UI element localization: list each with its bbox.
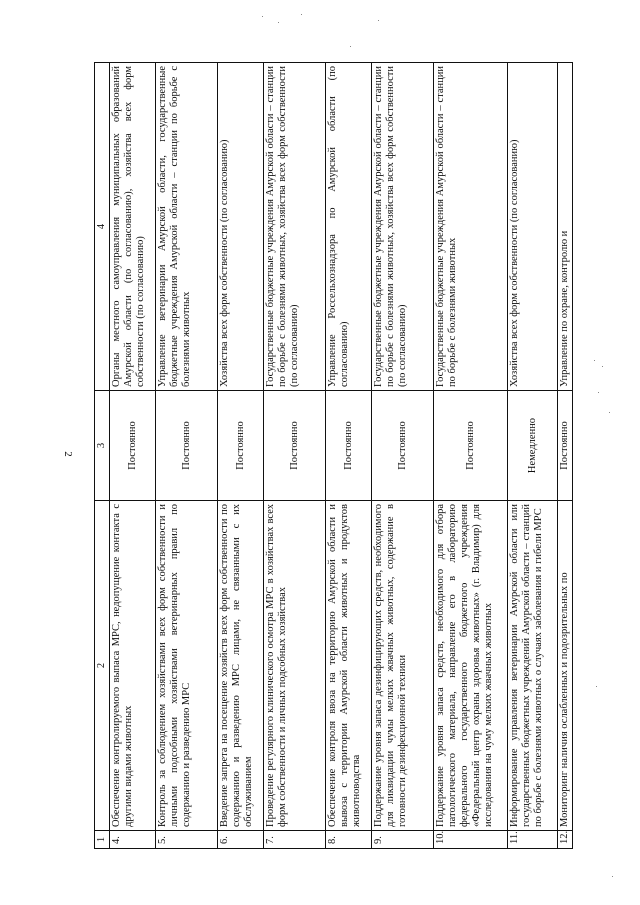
executor-cell: Управление ветеринарии Амурской области, государственные бюджетные учреждения Амурской области – станции по борьбе с болезнями животных bbox=[156, 63, 218, 391]
table-row bbox=[372, 63, 434, 849]
term-cell: Постоянно bbox=[372, 391, 434, 501]
table-row bbox=[110, 63, 156, 849]
table-row bbox=[264, 63, 326, 849]
executor-cell: Государственные бюджетные учреждения Амурской области – станции по борьбе с болезнями животных bbox=[434, 63, 508, 391]
page-number: 2 bbox=[62, 451, 74, 457]
measure-cell: Поддержание уровня запаса дезинфицирующих средств, необходимого для ликвидации чумы мелких жвачных животных, содержание в готовности дезинфекционной техники bbox=[372, 501, 434, 831]
executor-cell: Управление Россельхознадзора по Амурской области (по согласованию) bbox=[326, 63, 372, 391]
measures-table bbox=[94, 62, 573, 849]
executor-cell: Хозяйства всех форм собственности (по согласованию) bbox=[218, 63, 264, 391]
table-row bbox=[508, 63, 558, 849]
measure-cell: Контроль за соблюдением хозяйствами всех форм собственности и личными подсобными хозяйствами ветеринарных правил по содержанию и разведению МРС bbox=[156, 501, 218, 831]
header-col-3: 3 bbox=[95, 391, 110, 501]
measure-cell: Поддержание уровня запаса средств, необходимого для отбора патологического материала, направление его в лабораторию федерального государственного бюджетного учреждения «Федеральный центр охраны здоровья животных» (г. Владимир) для исследования на чуму мелких жвачных животных bbox=[434, 501, 508, 831]
row-number: 10. bbox=[434, 831, 508, 849]
row-number: 11. bbox=[508, 831, 558, 849]
executor-cell: Органы местного самоуправления муниципальных образований Амурской области (по согласованию), хозяйства всех форм собственности (по согласованию) bbox=[110, 63, 156, 391]
term-cell: Постоянно bbox=[218, 391, 264, 501]
term-cell: Постоянно bbox=[110, 391, 156, 501]
rotated-table-sheet bbox=[94, 63, 570, 849]
row-number: 8. bbox=[326, 831, 372, 849]
measure-cell: Обеспечение контролируемого выпаса МРС, недопущение контакта с другими видами животных bbox=[110, 501, 156, 831]
table-row bbox=[434, 63, 508, 849]
table-row bbox=[326, 63, 372, 849]
header-col-4: 4 bbox=[95, 63, 110, 391]
term-cell: Постоянно bbox=[558, 391, 573, 501]
term-cell: Постоянно bbox=[434, 391, 508, 501]
measure-cell: Информирование управления ветеринарии Амурской области или государственных бюджетных учреждений Амурской области – станций по борьбе с болезнями животных о случаях заболевания и гибели МРС bbox=[508, 501, 558, 831]
measure-cell: Проведение регулярного клинического осмотра МРС в хозяйствах всех форм собственности и личных подсобных хозяйствах bbox=[264, 501, 326, 831]
executor-cell: Хозяйства всех форм собственности (по согласованию) bbox=[508, 63, 558, 391]
term-cell: Постоянно bbox=[264, 391, 326, 501]
table-row bbox=[156, 63, 218, 849]
table-row bbox=[218, 63, 264, 849]
measure-cell: Мониторинг наличия ослабленных и подозрительных по bbox=[558, 501, 573, 831]
row-number: 7. bbox=[264, 831, 326, 849]
header-col-2: 2 bbox=[95, 501, 110, 831]
table-header-row bbox=[95, 63, 110, 849]
row-number: 6. bbox=[218, 831, 264, 849]
executor-cell: Управление по охране, контролю и bbox=[558, 63, 573, 391]
row-number: 9. bbox=[372, 831, 434, 849]
header-col-1: 1 bbox=[95, 831, 110, 849]
executor-cell: Государственные бюджетные учреждения Амурской области – станции по борьбе с болезнями животных, хозяйства всех форм собственности (по согласованию) bbox=[372, 63, 434, 391]
row-number: 12. bbox=[558, 831, 573, 849]
term-cell: Постоянно bbox=[156, 391, 218, 501]
row-number: 5. bbox=[156, 831, 218, 849]
executor-cell: Государственные бюджетные учреждения Амурской области – станции по борьбе с болезнями животных, хозяйства всех форм собственности (по согласованию) bbox=[264, 63, 326, 391]
row-number: 4. bbox=[110, 831, 156, 849]
term-cell: Постоянно bbox=[326, 391, 372, 501]
measure-cell: Обеспечение контроля ввоза на территорию Амурской области и вывоза с территории Амурской области животных и продуктов животноводства bbox=[326, 501, 372, 831]
table-row bbox=[558, 63, 573, 849]
term-cell: Немедленно bbox=[508, 391, 558, 501]
measure-cell: Введение запрета на посещение хозяйств всех форм собственности по содержанию и разведению МРС лицами, не связанными с их обслуживанием bbox=[218, 501, 264, 831]
